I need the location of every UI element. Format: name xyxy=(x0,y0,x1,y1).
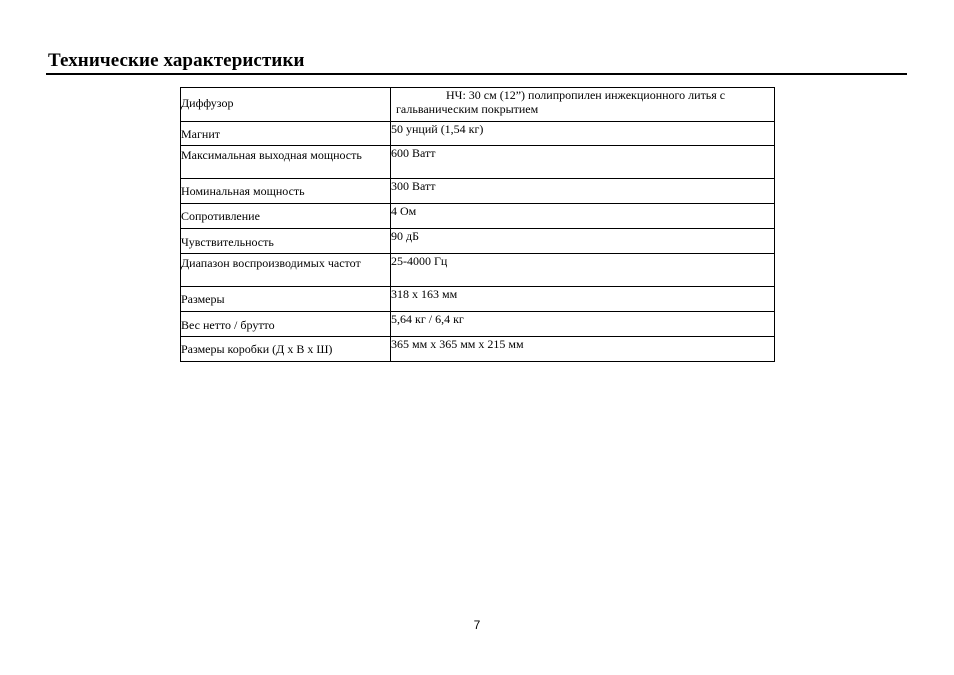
specifications-table xyxy=(180,87,775,362)
spec-name: Магнит xyxy=(181,122,391,146)
spec-name: Чувствительность xyxy=(181,229,391,254)
table-row xyxy=(181,122,775,146)
spec-name: Размеры xyxy=(181,287,391,312)
spec-name: Диффузор xyxy=(181,88,391,122)
table-row xyxy=(181,179,775,204)
table-row xyxy=(181,229,775,254)
table-row xyxy=(181,254,775,287)
table-row xyxy=(181,312,775,337)
spec-value: 600 Ватт xyxy=(391,146,775,179)
spec-value: 300 Ватт xyxy=(391,179,775,204)
spec-name: Максимальная выходная мощность xyxy=(181,146,391,179)
spec-value: 25-4000 Гц xyxy=(391,254,775,287)
table-row xyxy=(181,88,775,122)
table-row xyxy=(181,146,775,179)
spec-value: 5,64 кг / 6,4 кг xyxy=(391,312,775,337)
page-title: Технические характеристики xyxy=(48,50,305,71)
spec-value: НЧ: 30 см (12”) полипропилен инжекционного литья с гальваническим покрытием xyxy=(391,88,775,122)
spec-name: Размеры коробки (Д x В x Ш) xyxy=(181,337,391,362)
spec-value: 90 дБ xyxy=(391,229,775,254)
spec-value: 365 мм x 365 мм x 215 мм xyxy=(391,337,775,362)
spec-value: 4 Ом xyxy=(391,204,775,229)
spec-name: Вес нетто / брутто xyxy=(181,312,391,337)
spec-name: Диапазон воспроизводимых частот xyxy=(181,254,391,287)
title-divider xyxy=(46,73,907,75)
spec-name: Сопротивление xyxy=(181,204,391,229)
table-row xyxy=(181,337,775,362)
table-row xyxy=(181,204,775,229)
spec-value: 318 x 163 мм xyxy=(391,287,775,312)
spec-name: Номинальная мощность xyxy=(181,179,391,204)
page-number: 7 xyxy=(473,618,481,632)
spec-value: 50 унций (1,54 кг) xyxy=(391,122,775,146)
table-row xyxy=(181,287,775,312)
